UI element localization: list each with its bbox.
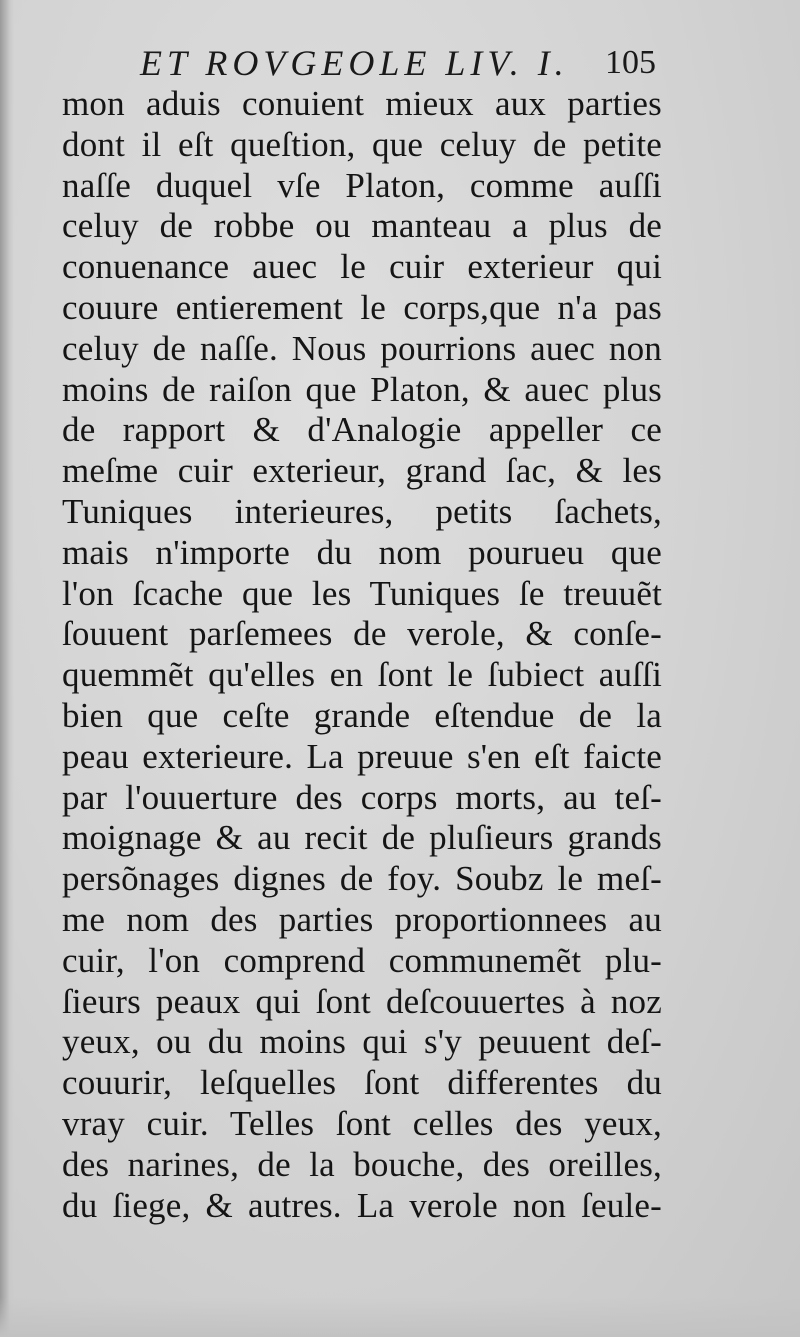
text-line: naſſe duquel vſe Platon, comme auſſi <box>62 165 662 205</box>
text-line: Tuniques interieures, petits ſachets, <box>62 491 662 531</box>
text-line: yeux, ou du moins qui s'y peuuent deſ- <box>62 1022 662 1062</box>
text-line: mais n'importe du nom pourueu que <box>62 532 662 572</box>
page-bottom-edge <box>0 1297 800 1337</box>
page-header <box>140 38 660 88</box>
running-title: ET ROVGEOLE LIV. I. <box>140 43 569 83</box>
text-line: me nom des parties proportionnees au <box>62 899 662 939</box>
body-text <box>62 84 662 1226</box>
spine-shadow <box>0 0 14 1337</box>
text-line: par l'ouuerture des corps morts, au teſ- <box>62 777 662 817</box>
text-line: du ſiege, & autres. La verole non ſeule- <box>62 1185 662 1225</box>
text-line: quemmẽt qu'elles en ſont le ſubiect auſſi <box>62 655 662 695</box>
text-line: de rapport & d'Analogie appeller ce <box>62 410 662 450</box>
text-line: celuy de robbe ou manteau a plus de <box>62 206 662 246</box>
text-line: meſme cuir exterieur, grand ſac, & les <box>62 451 662 491</box>
text-line: couure entierement le corps,que n'a pas <box>62 287 662 327</box>
text-line: moignage & au recit de pluſieurs grands <box>62 818 662 858</box>
text-line: couurir, leſquelles ſont differentes du <box>62 1063 662 1103</box>
text-line: l'on ſcache que les Tuniques ſe treuuẽt <box>62 573 662 613</box>
text-line: conuenance auec le cuir exterieur qui <box>62 247 662 287</box>
text-line: dont il eſt queſtion, que celuy de petite <box>62 124 662 164</box>
text-line: mon aduis conuient mieux aux parties <box>62 84 662 123</box>
text-line: vray cuir. Telles ſont celles des yeux, <box>62 1103 662 1143</box>
text-line: ſouuent parſemees de verole, & conſe- <box>62 614 662 654</box>
text-line: bien que ceſte grande eſtendue de la <box>62 695 662 735</box>
text-line: persõnages dignes de foy. Soubz le meſ- <box>62 859 662 899</box>
text-line: ſieurs peaux qui ſont deſcouuertes à noz <box>62 981 662 1021</box>
text-line: des narines, de la bouche, des oreilles, <box>62 1144 662 1184</box>
text-line: celuy de naſſe. Nous pourrions auec non <box>62 328 662 368</box>
page-number: 105 <box>605 44 656 81</box>
text-line: moins de raiſon que Platon, & auec plus <box>62 369 662 409</box>
text-line: cuir, l'on comprend communemẽt plu- <box>62 940 662 980</box>
text-line: peau exterieure. La preuue s'en eſt faicte <box>62 736 662 776</box>
